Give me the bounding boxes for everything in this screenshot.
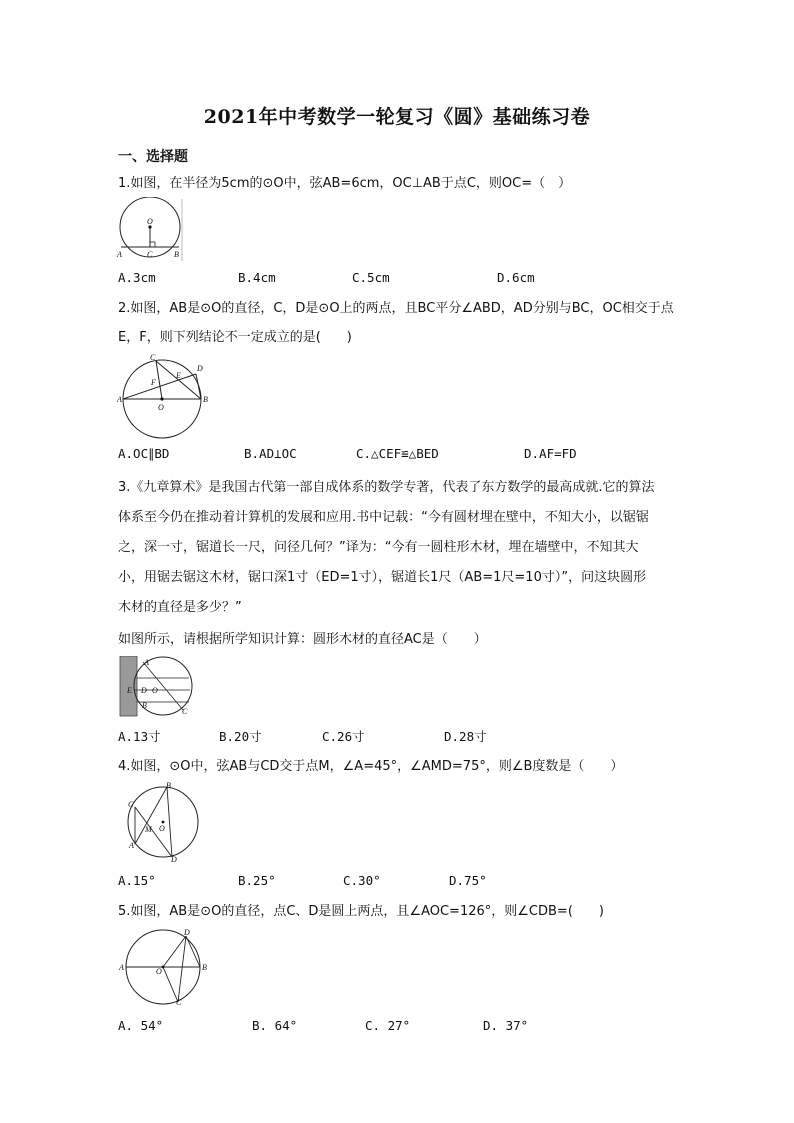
q1-label-O: O	[147, 217, 153, 226]
q5-label-O: O	[156, 967, 162, 976]
q5-option-a[interactable]: A. 54°	[118, 1018, 164, 1033]
q4-label-M: M	[145, 825, 152, 834]
q5-option-b[interactable]: B. 64°	[252, 1018, 298, 1033]
q2-option-b[interactable]: B.AD⊥OC	[244, 446, 297, 461]
q2-option-a[interactable]: A.OC∥BD	[118, 446, 170, 461]
q4-option-c[interactable]: C.30°	[343, 873, 381, 888]
q5-option-d[interactable]: D. 37°	[483, 1018, 529, 1033]
q4-label-A: A	[129, 841, 134, 850]
q3-label-D: D	[141, 686, 147, 695]
q4-stem: 4.如图，⊙O中，弦AB与CD交于点M，∠A=45°，∠AMD=75°，则∠B度数是（ ）	[118, 759, 624, 774]
q2-label-O: O	[158, 403, 164, 412]
q3-stem-line5: 木材的直径是多少？”	[118, 600, 242, 615]
q3-option-d[interactable]: D.28寸	[444, 729, 487, 744]
q3-stem-line6: 如图所示，请根据所学知识计算：圆形木材的直径AC是（ ）	[118, 632, 487, 647]
q3-stem-line2: 体系至今仍在推动着计算机的发展和应用.书中记载：“今有圆材埋在壁中，不知大小，以锯锯	[118, 510, 649, 525]
q5-figure	[118, 926, 208, 1006]
q4-option-a[interactable]: A.15°	[118, 873, 156, 888]
q1-label-B: B	[174, 250, 179, 259]
q3-label-A: A	[144, 658, 149, 667]
q5-stem: 5.如图，AB是⊙O的直径，点C、D是圆上两点，且∠AOC=126°，则∠CDB=( )	[118, 904, 604, 919]
q1-option-c[interactable]: C.5cm	[352, 270, 390, 285]
q2-label-A: A	[117, 395, 122, 404]
q3-option-c[interactable]: C.26寸	[322, 729, 365, 744]
q4-label-C: C	[128, 800, 134, 809]
q1-option-a[interactable]: A.3cm	[118, 270, 156, 285]
q5-label-D: D	[184, 928, 190, 937]
q3-figure	[118, 656, 194, 720]
q2-stem-line2: E，F，则下列结论不一定成立的是( )	[118, 330, 352, 345]
q3-stem-line1: 3.《九章算术》是我国古代第一部自成体系的数学专著，代表了东方数学的最高成就.它的算法	[118, 480, 655, 495]
q2-option-d[interactable]: D.AF=FD	[524, 446, 577, 461]
q3-label-E: E	[127, 686, 132, 695]
q5-label-B: B	[202, 963, 207, 972]
q5-label-A: A	[119, 963, 124, 972]
q1-option-b[interactable]: B.4cm	[238, 270, 276, 285]
q2-label-D: D	[197, 364, 203, 373]
q4-figure	[126, 782, 212, 864]
q3-label-B: B	[142, 701, 147, 710]
q4-label-O: O	[159, 824, 165, 833]
q3-option-b[interactable]: B.20寸	[219, 729, 262, 744]
q1-figure	[116, 197, 188, 263]
q2-figure	[116, 352, 216, 440]
q2-label-E: E	[176, 371, 181, 380]
q2-option-c[interactable]: C.△CEF≌△BED	[356, 446, 439, 461]
q4-option-b[interactable]: B.25°	[238, 873, 276, 888]
q2-label-F: F	[151, 378, 156, 387]
page-title: 2021年中考数学一轮复习《圆》基础练习卷	[203, 106, 591, 128]
q3-label-C: C	[182, 707, 188, 716]
q4-label-D: D	[171, 855, 177, 864]
q4-label-B: B	[166, 782, 171, 790]
q2-label-C: C	[150, 353, 156, 362]
q5-label-C: C	[176, 998, 182, 1006]
q3-stem-line4: 小，用锯去锯这木材，锯口深1寸（ED=1寸），锯道长1尺（AB=1尺=10寸）”，问这块圆形	[118, 570, 647, 585]
q2-stem-line1: 2.如图，AB是⊙O的直径，C，D是⊙O上的两点，且BC平分∠ABD，AD分别与BC，OC相交于点	[118, 301, 674, 316]
q2-label-B: B	[203, 395, 208, 404]
q3-stem-line3: 之，深一寸，锯道长一尺，问径几何？”译为：“今有一圆柱形木材，埋在墙壁中，不知其大	[118, 540, 639, 555]
q1-label-C: C	[147, 250, 153, 259]
q3-option-a[interactable]: A.13寸	[118, 729, 161, 744]
q5-option-c[interactable]: C. 27°	[365, 1018, 411, 1033]
q1-stem: 1.如图，在半径为5cm的⊙O中，弦AB=6cm，OC⊥AB于点C，则OC=（ ）	[118, 176, 572, 191]
q1-option-d[interactable]: D.6cm	[497, 270, 535, 285]
q1-label-A: A	[117, 250, 122, 259]
q4-option-d[interactable]: D.75°	[449, 873, 487, 888]
section-heading: 一、选择题	[118, 149, 188, 165]
q3-label-O: O	[152, 686, 158, 695]
